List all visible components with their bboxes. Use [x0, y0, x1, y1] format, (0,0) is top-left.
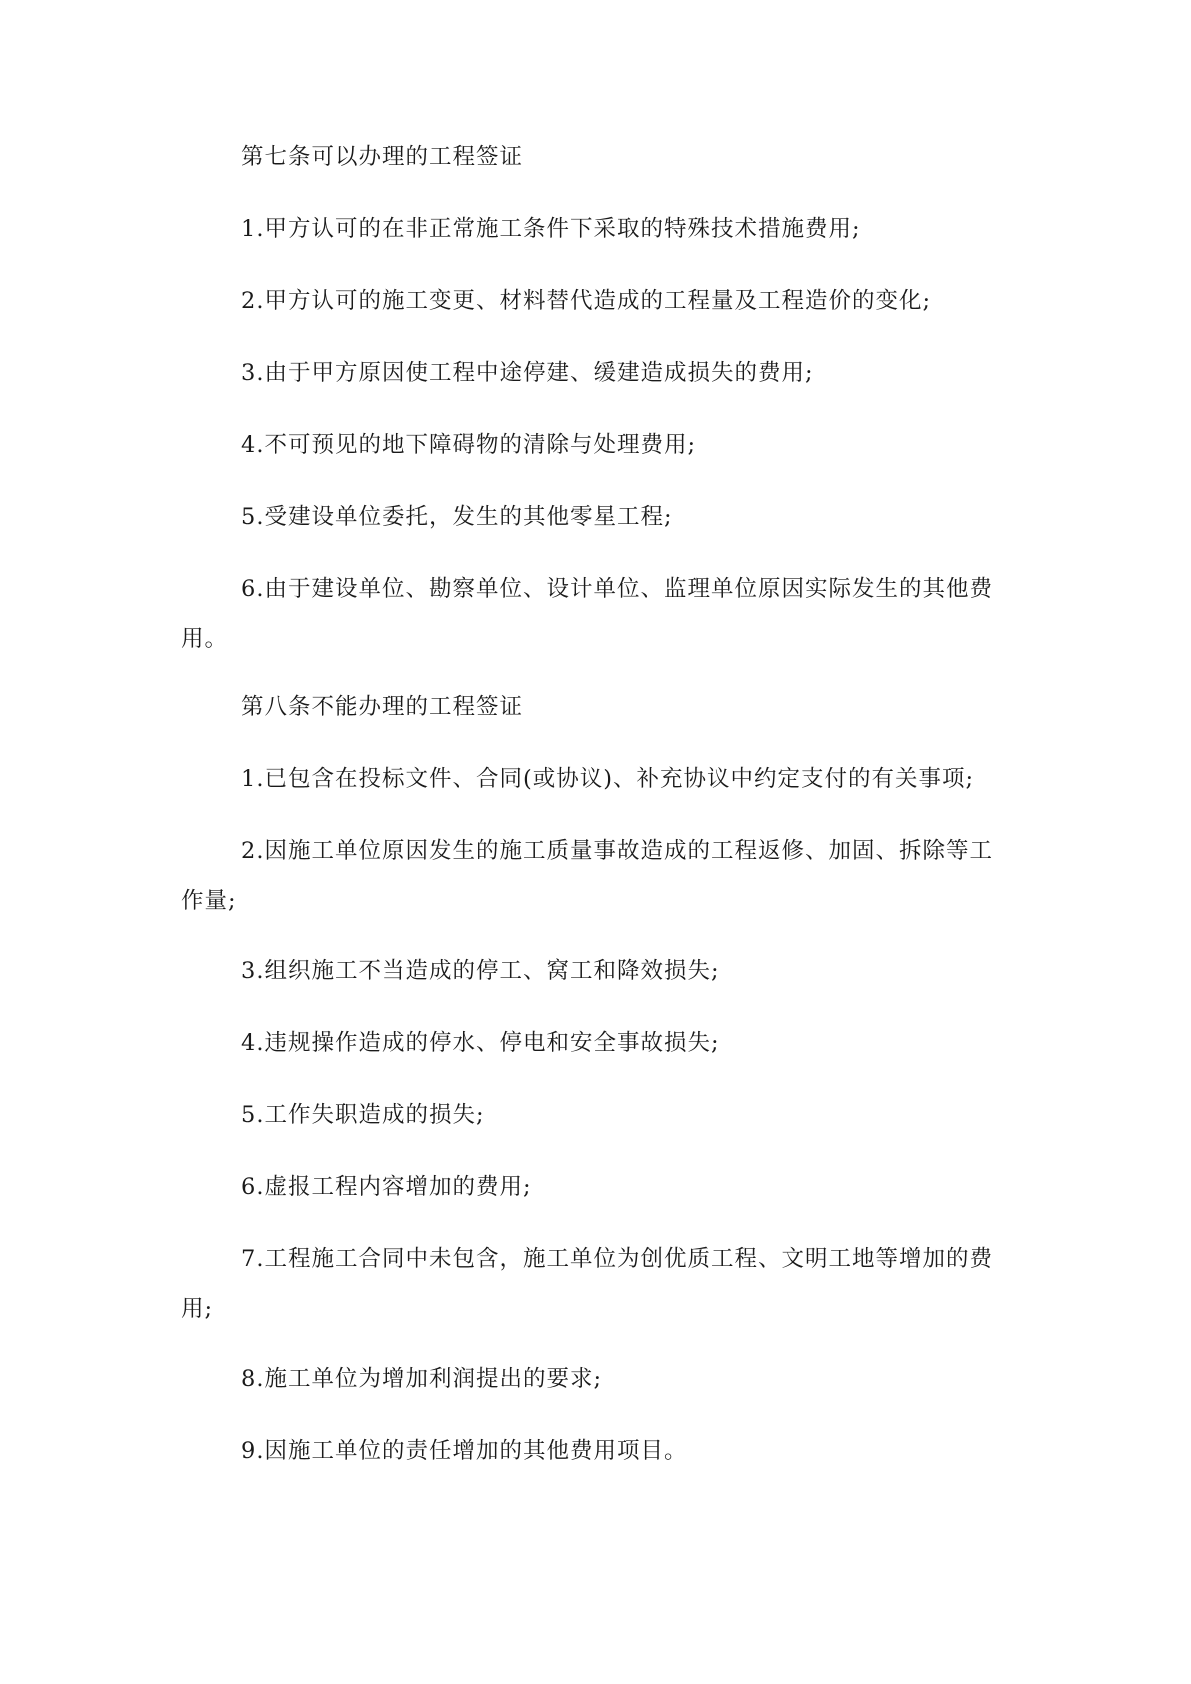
- section8-heading: 第八条不能办理的工程签证: [241, 694, 524, 720]
- section8-item-6: 6.虚报工程内容增加的费用;: [241, 1174, 532, 1200]
- section7-item-3: 3.由于甲方原因使工程中途停建、缓建造成损失的费用;: [241, 360, 814, 386]
- section8-item-3: 3.组织施工不当造成的停工、窝工和降效损失;: [241, 958, 720, 984]
- section8-item-4: 4.违规操作造成的停水、停电和安全事故损失;: [241, 1030, 720, 1056]
- section7-heading: 第七条可以办理的工程签证: [241, 144, 524, 170]
- section8-item-8: 8.施工单位为增加利润提出的要求;: [241, 1366, 603, 1392]
- section7-item-2: 2.甲方认可的施工变更、材料替代造成的工程量及工程造价的变化;: [241, 288, 932, 314]
- section8-item-1: 1.已包含在投标文件、合同(或协议)、补充协议中约定支付的有关事项;: [241, 766, 975, 792]
- section7-item-6: 6.由于建设单位、勘察单位、设计单位、监理单位原因实际发生的其他费用。: [181, 576, 993, 652]
- section7-item-5: 5.受建设单位委托，发生的其他零星工程;: [241, 504, 673, 530]
- section7-item-1: 1.甲方认可的在非正常施工条件下采取的特殊技术措施费用;: [241, 216, 861, 242]
- section8-item-5: 5.工作失职造成的损失;: [241, 1102, 485, 1128]
- section8-item-2: 2.因施工单位原因发生的施工质量事故造成的工程返修、加固、拆除等工作量;: [181, 838, 993, 914]
- section7-item-4: 4.不可预见的地下障碍物的清除与处理费用;: [241, 432, 697, 458]
- section8-item-9: 9.因施工单位的责任增加的其他费用项目。: [241, 1438, 688, 1464]
- section8-item-7: 7.工程施工合同中未包含，施工单位为创优质工程、文明工地等增加的费用;: [181, 1246, 993, 1322]
